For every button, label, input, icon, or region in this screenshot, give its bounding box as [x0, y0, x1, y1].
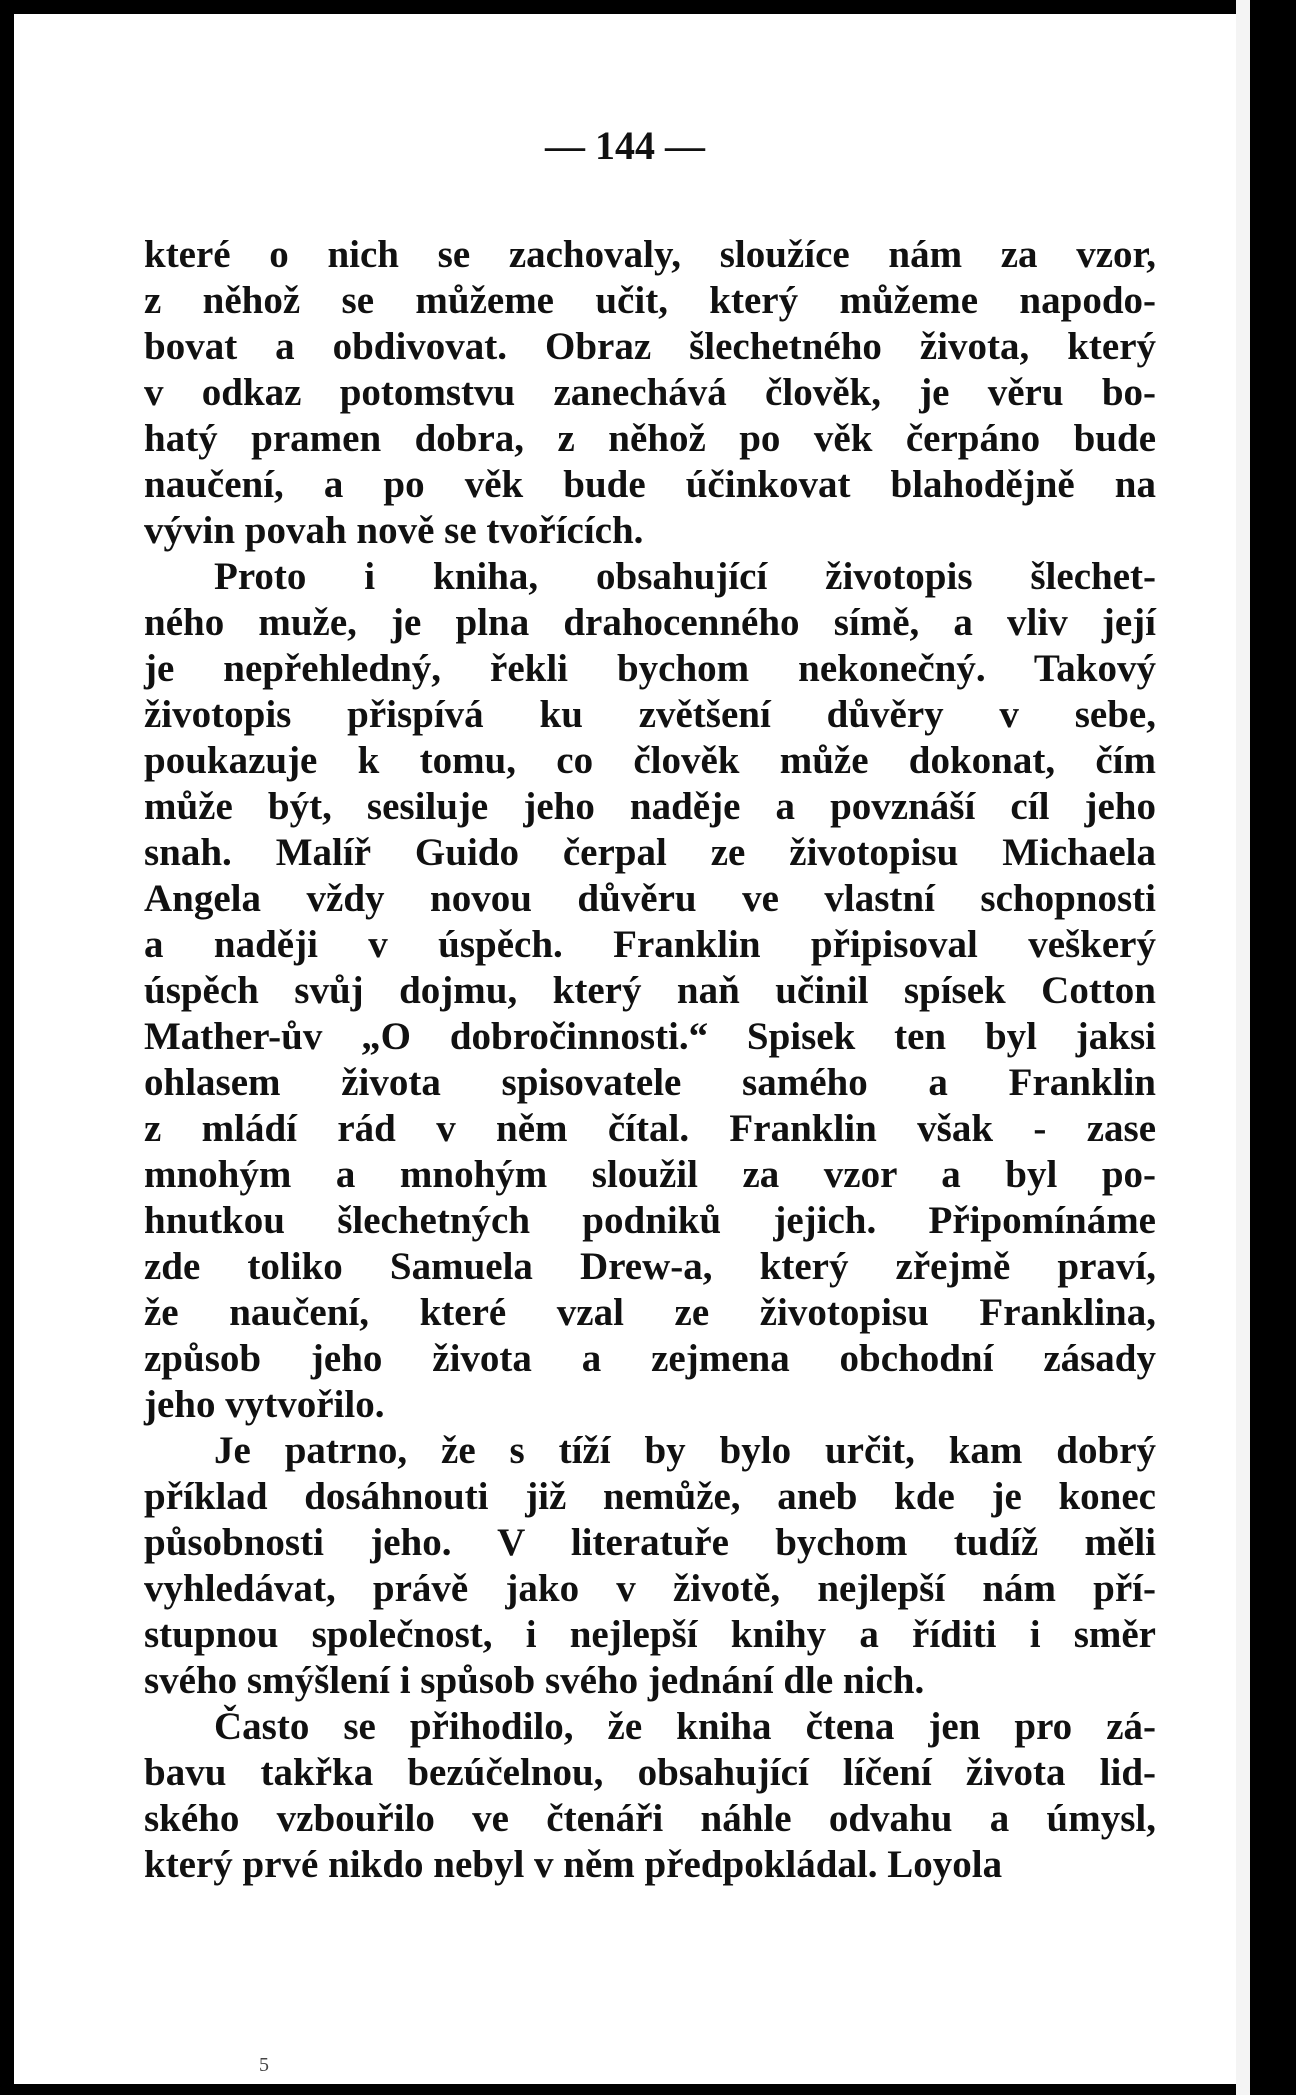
book-page	[14, 14, 1236, 2084]
text-line: působnosti jeho. V literatuře bychom tudíž měli	[144, 1521, 1156, 1564]
text-line: že naučení, které vzal ze životopisu Franklina,	[144, 1291, 1156, 1334]
text-line: stupnou společnost, i nejlepší knihy a říditi i směr	[144, 1613, 1156, 1656]
text-line: hatý pramen dobra, z něhož po věk čerpáno bude	[144, 417, 1156, 460]
text-line: životopis přispívá ku zvětšení důvěry v sebe,	[144, 693, 1156, 736]
text-line: příklad dosáhnouti již nemůže, aneb kde je konec	[144, 1475, 1156, 1518]
text-line: může být, sesiluje jeho naděje a povznáší cíl jeho	[144, 785, 1156, 828]
text-line: jeho vytvořilo.	[144, 1383, 385, 1426]
page-number: — 144 —	[545, 123, 705, 168]
text-line: svého smýšlení i spůsob svého jednání dle nich.	[144, 1659, 925, 1702]
text-line: bovat a obdivovat. Obraz šlechetného života, který	[144, 325, 1156, 368]
text-line: vyhledávat, právě jako v životě, nejlepší nám pří-	[144, 1567, 1156, 1610]
text-line: ohlasem života spisovatele samého a Franklin	[144, 1061, 1156, 1104]
text-line: je nepřehledný, řekli bychom nekonečný. Takový	[144, 647, 1156, 690]
text-line: hnutkou šlechetných podniků jejich. Připomínáme	[144, 1199, 1156, 1242]
text-line: poukazuje k tomu, co člověk může dokonat, čím	[144, 739, 1156, 782]
text-line: které o nich se zachovaly, sloužíce nám za vzor,	[144, 233, 1156, 276]
text-line: ného muže, je plna drahocenného símě, a vliv její	[144, 601, 1156, 644]
text-line: ského vzbouřilo ve čtenáři náhle odvahu a úmysl,	[144, 1797, 1156, 1840]
text-line: naučení, a po věk bude účinkovat blahodějně na	[144, 463, 1156, 506]
text-line: z něhož se můžeme učit, který můžeme napodo-	[144, 279, 1156, 322]
text-line: Angela vždy novou důvěru ve vlastní schopnosti	[144, 877, 1156, 920]
text-line: zde toliko Samuela Drew-a, který zřejmě praví,	[144, 1245, 1156, 1288]
text-line: způsob jeho života a zejmena obchodní zásady	[144, 1337, 1156, 1380]
text-line: a naději v úspěch. Franklin připisoval veškerý	[144, 923, 1156, 966]
text-line: bavu takřka bezúčelnou, obsahující líčení života lid-	[144, 1751, 1156, 1794]
text-line: Je patrno, že s tíží by bylo určit, kam dobrý	[214, 1429, 1156, 1472]
text-line: vývin povah nově se tvořících.	[144, 509, 644, 552]
body-text	[144, 232, 1156, 1888]
text-line: snah. Malíř Guido čerpal ze životopisu Michaela	[144, 831, 1156, 874]
adjacent-page-edge	[1236, 0, 1250, 2095]
text-line: Proto i kniha, obsahující životopis šlechet-	[214, 555, 1156, 598]
footer-mark: 5	[259, 2054, 269, 2076]
text-line: mnohým a mnohým sloužil za vzor a byl po-	[144, 1153, 1156, 1196]
text-line: z mládí rád v něm čítal. Franklin však - zase	[144, 1107, 1156, 1150]
text-line: úspěch svůj dojmu, který naň učinil spísek Cotton	[144, 969, 1156, 1012]
text-line: který prvé nikdo nebyl v něm předpokládal. Loyola	[144, 1843, 1003, 1886]
text-line: Často se přihodilo, že kniha čtena jen pro zá-	[214, 1705, 1156, 1748]
text-line: v odkaz potomstvu zanechává člověk, je věru bo-	[144, 371, 1156, 414]
text-line: Mather-ův „O dobročinnosti.“ Spisek ten byl jaksi	[144, 1015, 1156, 1058]
